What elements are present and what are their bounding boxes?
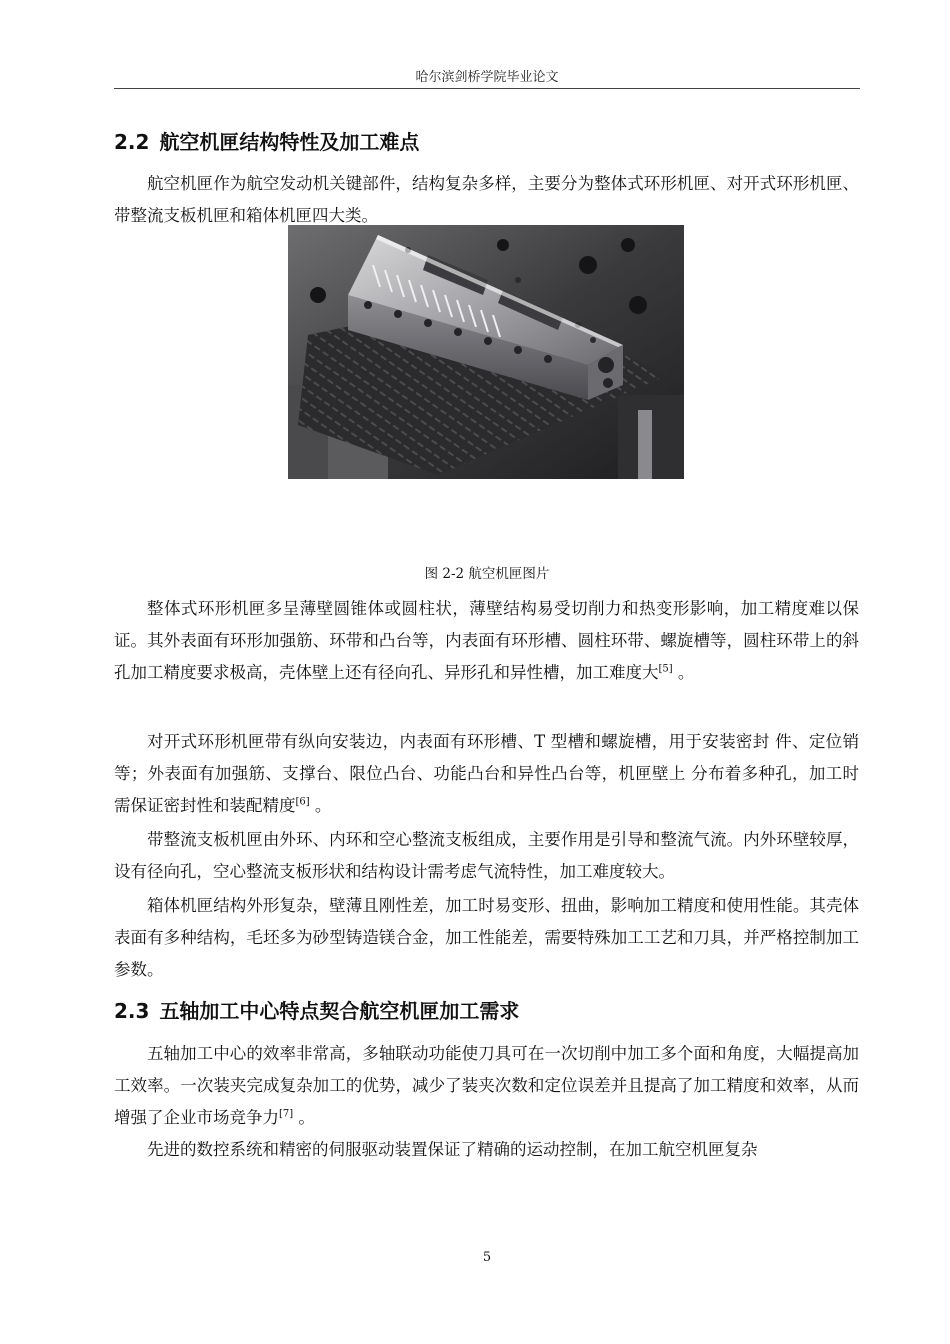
paragraph-split-casing: [114, 726, 859, 822]
paragraph-end: 。: [672, 663, 695, 682]
header-rule: [114, 88, 860, 89]
paragraph-end: 。: [309, 796, 332, 815]
section-title: 航空机匣结构特性及加工难点: [159, 130, 420, 154]
running-header: 哈尔滨剑桥学院毕业论文: [415, 70, 559, 85]
paragraph-box-casing: 箱体机匣结构外形复杂，壁薄且刚性差，加工时易变形、扭曲，影响加工精度和使用性能。其壳体表面有多种结构，毛坯多为砂型铸造镁合金，加工性能差，需要特殊加工工艺和刀具，并严格控制加工参数。: [114, 896, 859, 979]
paragraph-text: 整体式环形机匣多呈薄壁圆锥体或圆柱状，薄壁结构易受切削力和热变形影响，加工精度难以保证。其外表面有环形加强筋、环带和凸台等，内表面有环形槽、圆柱环带、螺旋槽等，圆柱环带上的斜孔加工精度要求极高，壳体壁上还有径向孔、异形孔和异性槽，加工难度大: [114, 599, 859, 682]
citation-ref: [6]: [295, 796, 310, 808]
paragraph-end: 。: [293, 1108, 315, 1127]
figure-caption: 图 2-2 航空机匣图片: [424, 566, 550, 582]
section-heading-2-3: [114, 995, 519, 1024]
section-heading-2-2: [114, 126, 419, 155]
section-number: 2.2: [114, 130, 150, 154]
paragraph-five-axis-control: 先进的数控系统和精密的伺服驱动装置保证了精确的运动控制，在加工航空机匣复杂: [147, 1140, 758, 1159]
citation-ref: [5]: [658, 663, 673, 675]
page-number: 5: [482, 1250, 492, 1265]
casing-photo-image: [288, 225, 684, 479]
figure-casing-photo: [288, 225, 684, 479]
paragraph-five-axis-efficiency: [114, 1038, 859, 1134]
paragraph-integral-casing: [114, 593, 859, 689]
paragraph-text: 对开式环形机匣带有纵向安装边，内表面有环形槽、T 型槽和螺旋槽，用于安装密封 件、定位销等；外表面有加强筋、支撑台、限位凸台、功能凸台和异性凸台等，机匣壁上 分布着多种孔，加工时需保证密封性和装配精度: [114, 732, 859, 815]
citation-ref: [7]: [279, 1108, 294, 1120]
paragraph-intro: 航空机匣作为航空发动机关键部件，结构复杂多样，主要分为整体式环形机匣、对开式环形机匣、带整流支板机匣和箱体机匣四大类。: [114, 174, 859, 225]
paragraph-strut-casing: 带整流支板机匣由外环、内环和空心整流支板组成，主要作用是引导和整流气流。内外环壁较厚，设有径向孔，空心整流支板形状和结构设计需考虑气流特性，加工难度较大。: [114, 830, 859, 881]
section-number: 2.3: [114, 999, 150, 1023]
paragraph-text: 五轴加工中心的效率非常高，多轴联动功能使刀具可在一次切削中加工多个面和角度，大幅提高加工效率。一次装夹完成复杂加工的优势，减少了装夹次数和定位误差并且提高了加工精度和效率，从而增强了企业市场竞争力: [114, 1044, 859, 1127]
section-title: 五轴加工中心特点契合航空机匣加工需求: [159, 999, 520, 1023]
